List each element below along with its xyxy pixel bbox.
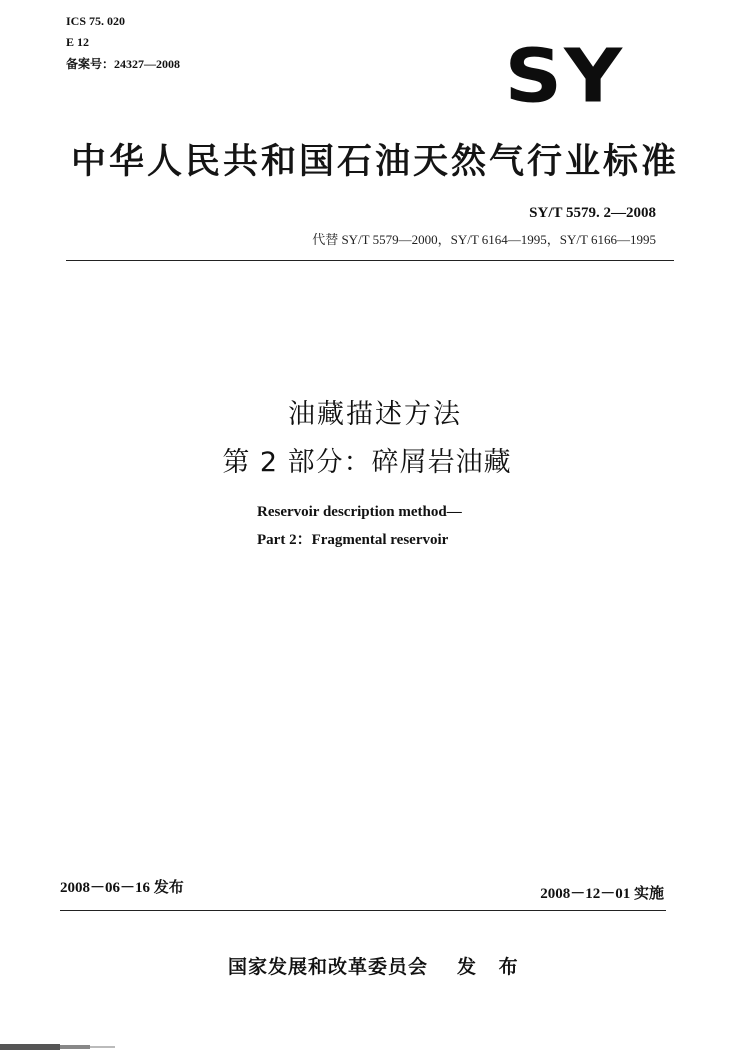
ics-code: ICS 75. 020 bbox=[66, 14, 126, 28]
publisher-name: 国家发展和改革委员会 bbox=[228, 956, 429, 978]
title-zh-line2: 第 2 部分：碎屑岩油藏 bbox=[222, 447, 512, 478]
header-divider bbox=[66, 260, 674, 261]
footer-divider bbox=[60, 910, 666, 911]
publish-label: 发 布 bbox=[457, 956, 526, 978]
title-en-line2: Part 2：Fragmental reservoir bbox=[257, 532, 449, 548]
title-zh-line1: 油藏描述方法 bbox=[288, 399, 462, 430]
classification-code: E 12 bbox=[66, 35, 90, 49]
organization-title: 中华人民共和国石油天然气行业标准 bbox=[70, 142, 679, 182]
filing-number: 备案号：24327—2008 bbox=[66, 57, 181, 71]
replaces-note: 代替 SY/T 5579—2000，SY/T 6164—1995，SY/T 6166—1995 bbox=[312, 232, 656, 247]
issue-date: 2008－06－16 发布 bbox=[60, 880, 184, 896]
sy-logo: SY bbox=[504, 33, 624, 120]
effective-date: 2008－12－01 实施 bbox=[540, 886, 664, 902]
title-en-line1: Reservoir description method— bbox=[257, 504, 462, 520]
standard-number: SY/T 5579. 2—2008 bbox=[529, 205, 656, 221]
scan-artifact bbox=[0, 1040, 140, 1058]
